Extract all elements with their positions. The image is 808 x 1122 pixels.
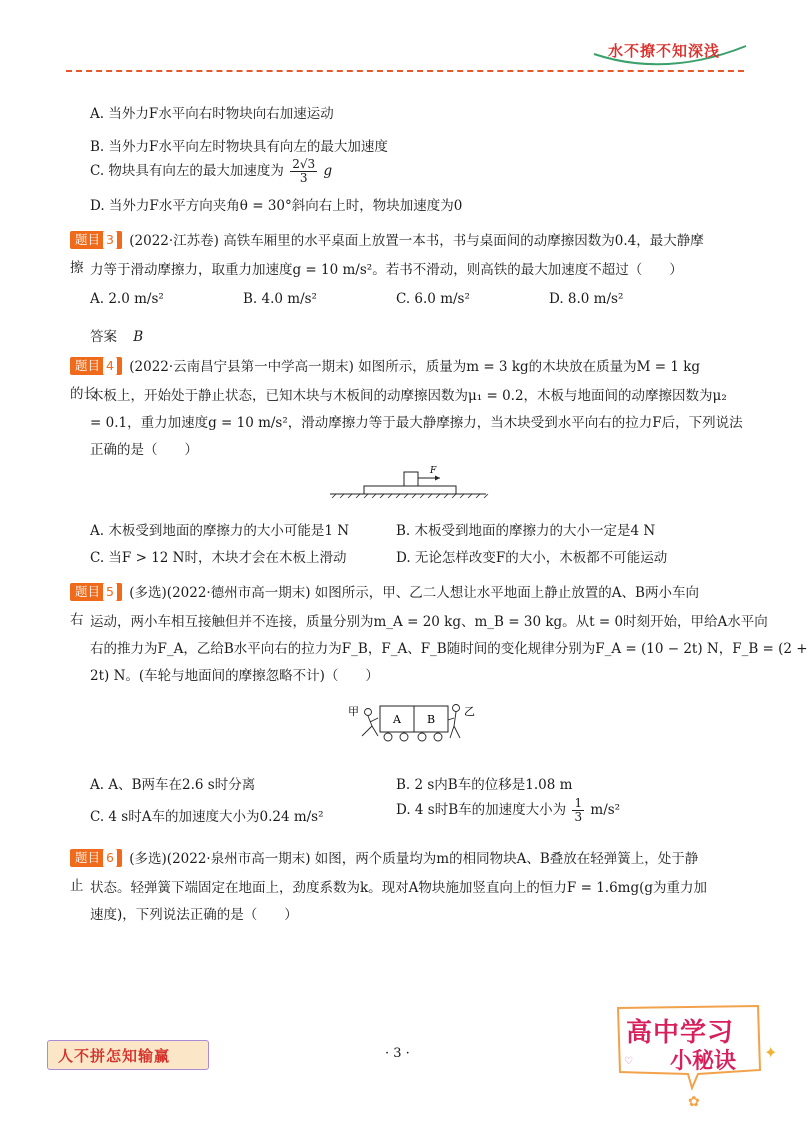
q4-option-c: C. 当F > 12 N时，木块才会在木板上滑动 <box>90 550 347 566</box>
q2-option-d: D. 当外力F水平方向夹角θ = 30°斜向右上时，物块加速度为0 <box>90 198 463 214</box>
question-3-line1: (2022·江苏卷) 高铁车厢里的水平桌面上放置一本书，书与桌面间的动摩擦因数为0.4，最大静摩擦 <box>70 233 704 276</box>
question-4-line2: 木板上，开始处于静止状态，已知木块与木板间的动摩擦因数为μ₁ = 0.2，木板与地面间的动摩擦因数为μ₂ <box>90 388 727 404</box>
ground-hatch <box>332 494 488 498</box>
study-tips-logo <box>608 1000 776 1110</box>
question-badge <box>70 357 122 375</box>
badge-number: 5 <box>103 583 117 601</box>
question-5-line4: 2t) N。(车轮与地面间的摩擦忽略不计)（ ） <box>90 668 379 684</box>
q4-option-d: D. 无论怎样改变F的大小，木板都不可能运动 <box>396 550 668 566</box>
svg-text:♡: ♡ <box>624 1056 633 1067</box>
footer-motto <box>47 1040 209 1070</box>
question-6-line1: (多选)(2022·泉州市高一期末) 如图，两个质量均为m的相同物块A、B叠放在轻弹簧上，处于静止 <box>70 851 699 894</box>
question-badge <box>70 849 122 867</box>
svg-text:✦: ✦ <box>764 1043 778 1062</box>
question-6-line2: 状态。轻弹簧下端固定在地面上，劲度系数为k。现对A物块施加竖直向上的恒力F = 1.6mg(g为重力加 <box>90 880 708 896</box>
badge-label: 题目 <box>75 358 101 373</box>
question-5-line2: 运动，两小车相互接触但并不连接，质量分别为m_A = 20 kg、m_B = 30 kg。从t = 0时刻开始，甲给A水平向 <box>90 614 768 630</box>
q3-option-d: D. 8.0 m/s² <box>549 291 624 307</box>
question-badge <box>70 583 122 601</box>
badge-label: 题目 <box>75 850 101 865</box>
q2-option-c-prefix: C. 物块具有向左的最大加速度为 <box>90 163 284 179</box>
person-yi-label: 乙 <box>464 705 475 718</box>
q4-figure-block-board <box>328 462 488 502</box>
cart-wheels <box>384 733 442 741</box>
board <box>364 486 456 494</box>
q5-option-d <box>396 797 620 824</box>
q5-figure-carts <box>346 700 486 750</box>
question-badge <box>70 231 122 249</box>
question-5-line1: (多选)(2022·德州市高一期末) 如图所示，甲、乙二人想让水平地面上静止放置的A、B两小车向右 <box>70 585 699 628</box>
q5-option-d-numerator: 1 <box>574 796 583 810</box>
q2-option-a: A. 当外力F水平向右时物块向右加速运动 <box>90 106 334 122</box>
header-motto <box>586 34 752 68</box>
question-6-line3: 速度)，下列说法正确的是（ ） <box>90 907 298 923</box>
person-jia-label: 甲 <box>348 705 359 718</box>
q5-option-d-fraction <box>572 797 584 824</box>
answer-label: 答案 <box>90 329 117 345</box>
badge-number: 6 <box>103 849 117 867</box>
q5-option-b: B. 2 s内B车的位移是1.08 m <box>396 777 573 793</box>
q2-option-c <box>90 158 332 185</box>
person-yi <box>448 705 460 739</box>
q5-option-c: C. 4 s时A车的加速度大小为0.24 m/s² <box>90 809 324 825</box>
force-arrowhead <box>435 476 440 481</box>
q3-answer <box>90 325 143 345</box>
q5-option-d-denominator: 3 <box>574 810 583 824</box>
cart-b-label: B <box>427 713 436 726</box>
q4-option-a: A. 木板受到地面的摩擦力的大小可能是1 N <box>90 523 350 539</box>
header-motto-text: 水不撩不知深浅 <box>608 42 721 60</box>
q2-option-b: B. 当外力F水平向左时物块具有向左的最大加速度 <box>90 139 388 155</box>
q3-option-a: A. 2.0 m/s² <box>90 291 164 307</box>
logo-line1: 高中学习 <box>626 1018 735 1048</box>
question-4-line4: 正确的是（ ） <box>90 442 198 458</box>
cart-a-label: A <box>393 713 401 726</box>
q3-option-c: C. 6.0 m/s² <box>396 291 470 307</box>
person-jia <box>362 709 378 737</box>
badge-number: 3 <box>103 231 117 249</box>
footer-motto-text: 人不拼怎知输赢 <box>58 1047 171 1065</box>
header-divider <box>66 70 744 72</box>
svg-text:✿: ✿ <box>688 1094 700 1110</box>
q2-option-c-fraction <box>290 158 317 185</box>
q4-option-b: B. 木板受到地面的摩擦力的大小一定是4 N <box>396 523 656 539</box>
answer-value: B <box>133 329 144 345</box>
q2-option-c-suffix: g <box>323 163 333 179</box>
q5-option-d-prefix: D. 4 s时B车的加速度大小为 <box>396 802 567 818</box>
q3-option-b: B. 4.0 m/s² <box>243 291 317 307</box>
question-4-line1: (2022·云南昌宁县第一中学高一期末) 如图所示，质量为m = 3 kg的木块放在质量为M = 1 kg的长 <box>70 359 701 402</box>
logo-line2: 小秘诀 <box>670 1049 737 1074</box>
question-4-line3: = 0.1，重力加速度g = 10 m/s²，滑动摩擦力等于最大静摩擦力，当木块受到水平向右的拉力F后，下列说法 <box>90 415 743 431</box>
q2-option-c-denominator: 3 <box>299 171 308 185</box>
badge-label: 题目 <box>75 584 101 599</box>
question-5-line3: 右的推力为F_A，乙给B水平向右的拉力为F_B，F_A、F_B随时间的变化规律分别为F_A = (10 − 2t) N，F_B = (2 + <box>90 641 808 657</box>
page-number: · 3 · <box>385 1046 410 1061</box>
badge-number: 4 <box>103 357 117 375</box>
q5-option-a: A. A、B两车在2.6 s时分离 <box>90 777 256 793</box>
q5-option-d-suffix: m/s² <box>590 802 621 818</box>
badge-label: 题目 <box>75 232 101 247</box>
q2-option-c-numerator: 2√3 <box>292 157 316 171</box>
force-label: F <box>430 466 437 476</box>
block <box>404 472 418 486</box>
question-3-line2: 力等于滑动摩擦力，取重力加速度g = 10 m/s²。若书不滑动，则高铁的最大加速度不超过（ ） <box>90 262 683 278</box>
